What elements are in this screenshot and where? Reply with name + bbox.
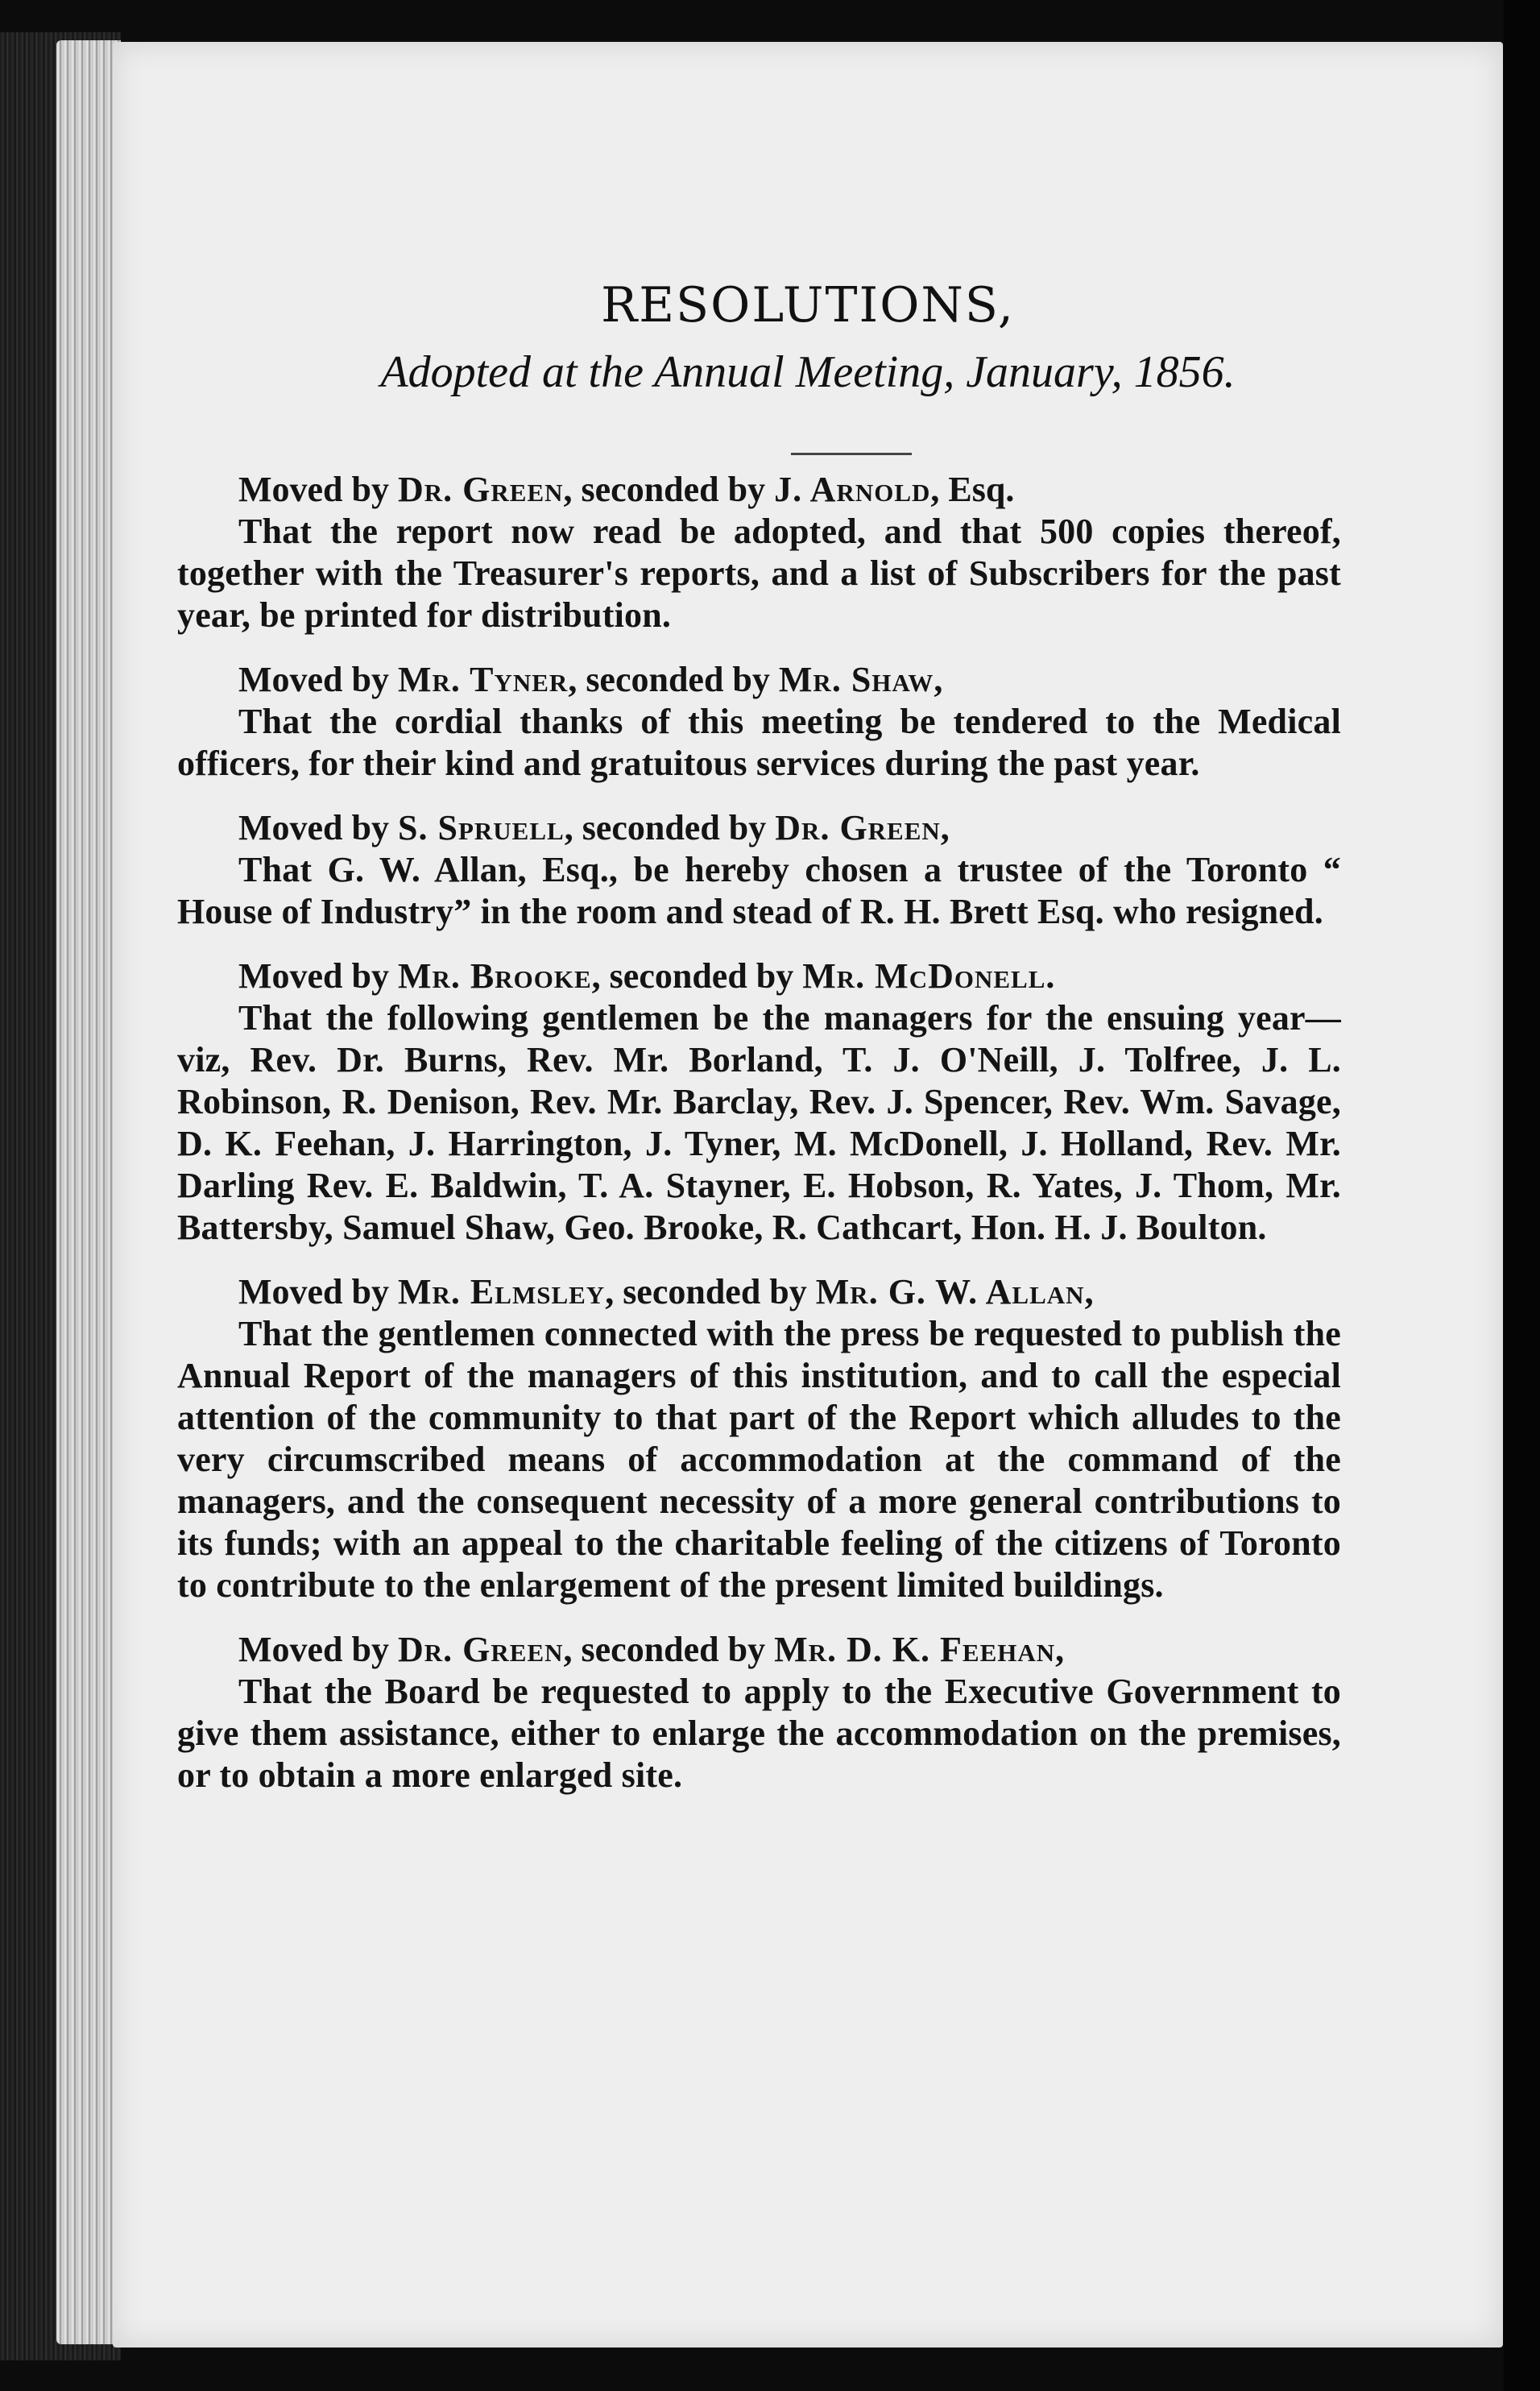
resolution-5	[177, 1271, 1341, 1606]
seconder-name: Mr. G. W. Allan	[815, 1272, 1085, 1312]
seconder-name: J. Arnold	[774, 470, 931, 509]
resolution-text: That G. W. Allan, Esq., be hereby chosen a trustee of the Toronto “ House of Industry” in the room and stead of R. H. Brett Esq. who resigned.	[177, 850, 1341, 931]
motion-line	[177, 1629, 1341, 1671]
resolution-1	[177, 469, 1341, 636]
motion-suffix: ,	[940, 808, 950, 847]
motion-line	[177, 659, 1341, 701]
seconder-name: Mr. D. K. Feehan	[774, 1630, 1056, 1669]
page-title: RESOLUTIONS,	[601, 277, 1015, 334]
moved-prefix: Moved by	[238, 1630, 398, 1669]
moved-prefix: Moved by	[238, 808, 398, 847]
resolution-2	[177, 659, 1341, 785]
moved-prefix: Moved by	[238, 1272, 398, 1312]
resolution-text: That the Board be requested to apply to the Executive Government to give them assistance, either to enlarge the accommodation on the premises, or to obtain a more enlarged site.	[177, 1672, 1341, 1795]
page-stack	[56, 40, 121, 2344]
resolution-4	[177, 955, 1341, 1249]
motion-line	[177, 469, 1341, 511]
resolution-text: That the report now read be adopted, and that 500 copies thereof, together with the Treasurer's reports, and a list of Subscribers for the past year, be printed for distribution.	[177, 512, 1341, 635]
moved-prefix: Moved by	[238, 470, 398, 509]
seconder-name: Mr. McDonell	[802, 956, 1046, 996]
seconded-prefix: , seconded by	[563, 1630, 775, 1669]
scan-background	[1504, 0, 1540, 2391]
mover-name: Mr. Brooke	[398, 956, 592, 996]
title-divider	[791, 453, 912, 455]
mover-name: Mr. Elmsley	[398, 1272, 606, 1312]
motion-line	[177, 955, 1341, 997]
resolution-text: That the following gentlemen be the managers for the ensuing year—viz, Rev. Dr. Burns, Rev. Mr. Borland, T. J. O'Neill, J. Tolfree, J. L. Robinson, R. Denison, Rev. Mr. Barclay, Rev. J. Spencer, Rev. Wm. Savage, D. K. Feehan, J. Harrington, J. Tyner, M. McDonell, J. Holland, Rev. Mr. Darling Rev. E. Baldwin, T. A. Stayner, E. Hobson, R. Yates, J. Thom, Mr. Battersby, Samuel Shaw, Geo. Brooke, R. Cathcart, Hon. H. J. Boulton.	[177, 998, 1341, 1247]
mover-name: S. Spruell	[398, 808, 565, 847]
mover-name: Mr. Tyner	[398, 660, 569, 699]
seconded-prefix: , seconded by	[591, 956, 803, 996]
seconded-prefix: , seconded by	[568, 660, 779, 699]
motion-suffix: ,	[1055, 1630, 1065, 1669]
seconded-prefix: , seconded by	[605, 1272, 816, 1312]
mover-name: Dr. Green	[398, 470, 564, 509]
resolutions-list	[177, 469, 1341, 1819]
motion-suffix: , Esq.	[930, 470, 1015, 509]
moved-prefix: Moved by	[238, 660, 398, 699]
mover-name: Dr. Green	[398, 1630, 564, 1669]
moved-prefix: Moved by	[238, 956, 398, 996]
motion-suffix: .	[1045, 956, 1055, 996]
motion-suffix: ,	[934, 660, 943, 699]
resolution-text: That the gentlemen connected with the press be requested to publish the Annual Report of the managers of this institution, and to call the especial attention of the community to that part of the Report which alludes to the very circumscribed means of accommodation at the command of the managers, and the consequent necessity of a more general contributions to its funds; with an appeal to the charitable feeling of the citizens of Toronto to contribute to the enlargement of the present limited buildings.	[177, 1314, 1341, 1605]
resolution-3	[177, 807, 1341, 933]
motion-line	[177, 807, 1341, 849]
motion-line	[177, 1271, 1341, 1313]
seconder-name: Mr. Shaw	[778, 660, 934, 699]
resolution-6	[177, 1629, 1341, 1796]
page-subtitle: Adopted at the Annual Meeting, January, 1856.	[380, 347, 1236, 397]
resolution-text: That the cordial thanks of this meeting be tendered to the Medical officers, for their kind and gratuitous services during the past year.	[177, 702, 1341, 783]
seconder-name: Dr. Green	[775, 808, 941, 847]
seconded-prefix: , seconded by	[564, 808, 776, 847]
seconded-prefix: , seconded by	[563, 470, 775, 509]
motion-suffix: ,	[1084, 1272, 1094, 1312]
